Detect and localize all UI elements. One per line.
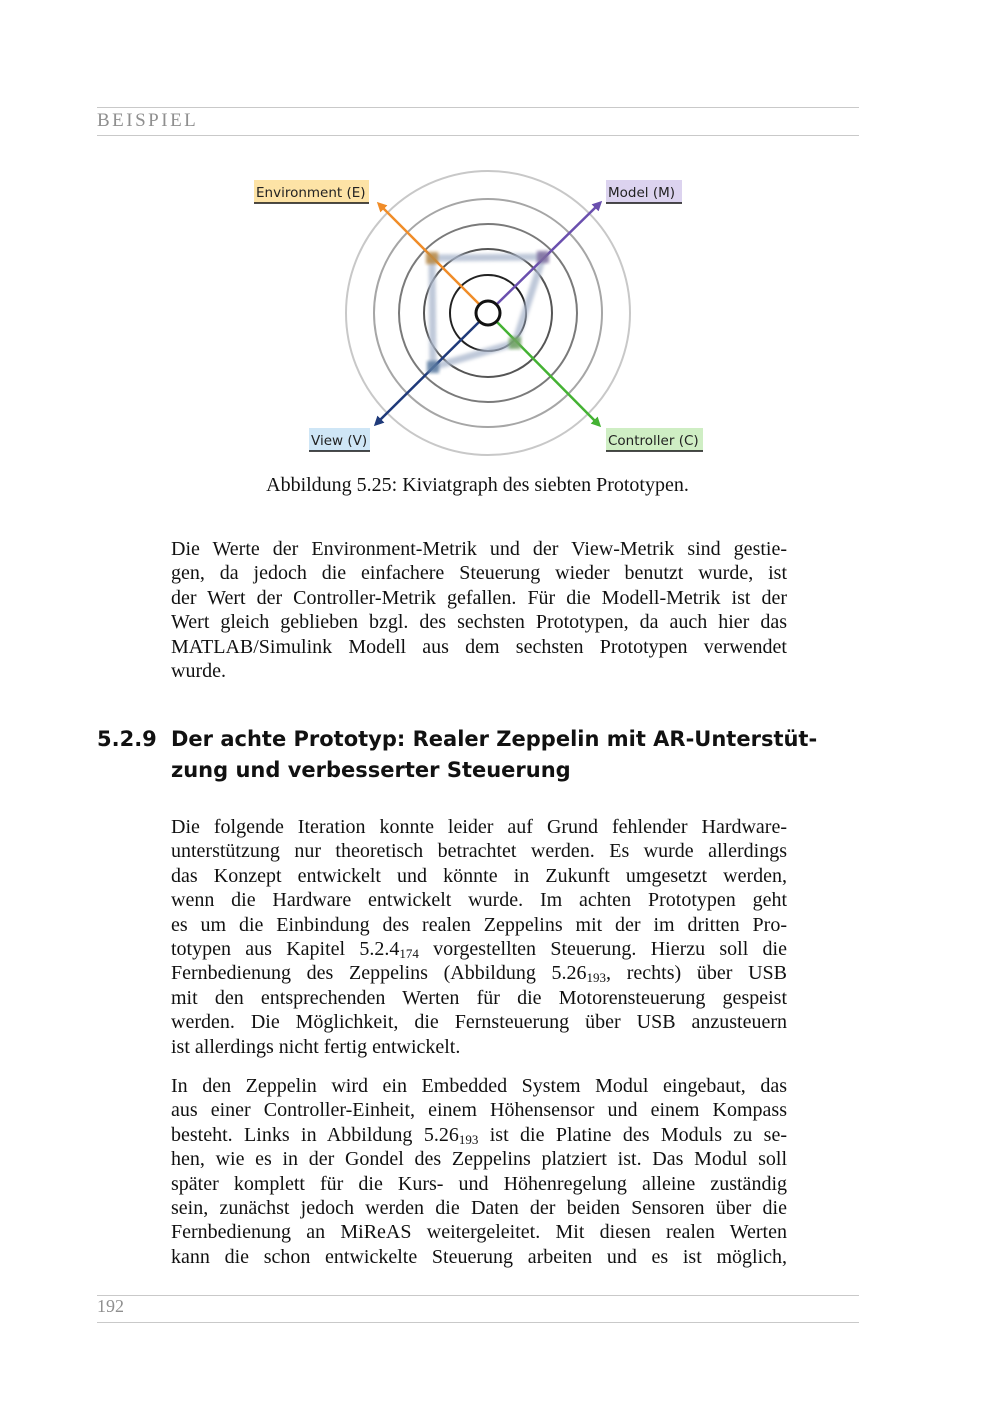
header-bottom-rule [97, 135, 859, 136]
kiviat-graph [0, 160, 1000, 460]
paragraph-iteration [171, 815, 787, 1059]
text-line: aus einer Controller-Einheit, einem Höhensensor und einem Kompass [171, 1099, 787, 1122]
text-run: totypen aus Kapitel 5.2.4 [171, 938, 400, 961]
text-line: Die Werte der Environment-Metrik und der View-Metrik sind gestie- [171, 538, 787, 560]
text-line: ist allerdings nicht fertig entwickelt. [171, 1035, 461, 1058]
section-title-line: zung und verbesserter Steuerung [171, 758, 571, 782]
view-value-marker [427, 361, 439, 373]
environment-label: Environment (E) [256, 185, 366, 201]
text-line: Fernbedienung an MiReAS weitergeleitet. Mit diesen realen Werten [171, 1221, 787, 1244]
text-line: Wert gleich geblieben bzgl. des sechsten Prototypen, da auch hier das [171, 611, 787, 634]
controller-value-marker [509, 337, 521, 349]
kiviat-figure [0, 160, 1000, 460]
text-line: sein, zunächst jedoch werden die Daten der beiden Sensoren über die [171, 1197, 787, 1220]
text-line: In den Zeppelin wird ein Embedded System Modul eingebaut, das [171, 1075, 787, 1097]
header-top-rule [97, 107, 859, 108]
text-line: werden. Die Möglichkeit, die Fernsteuerung über USB anzusteuern [171, 1011, 787, 1034]
environment-value-marker [426, 252, 438, 264]
text-run: besteht. Links in Abbildung 5.26 [171, 1123, 459, 1146]
paragraph-metrics [171, 537, 787, 683]
page-reference: 193 [458, 1131, 479, 1147]
footer-top-rule [97, 1295, 859, 1296]
text-line: mit den entsprechenden Werten für die Motorensteuerung gespeist [171, 986, 787, 1009]
footer-bottom-rule [97, 1322, 859, 1323]
text-line [171, 937, 787, 961]
text-line: das Konzept entwickelt und könnte in Zukunft umgesetzt werden, [171, 864, 787, 887]
paragraph-embedded-module [171, 1074, 787, 1269]
view-label: View (V) [311, 433, 368, 449]
model-label: Model (M) [608, 185, 676, 201]
text-line: der Wert der Controller-Metrik gefallen. Für die Modell-Metrik ist der [171, 586, 787, 609]
text-run: , rechts) über USB [606, 962, 787, 985]
text-line: hen, wie es in der Gondel des Zeppelins platziert ist. Das Modul soll [171, 1148, 787, 1171]
model-value-marker [537, 251, 549, 263]
figure-caption: Abbildung 5.25: Kiviatgraph des siebten Prototypen. [266, 474, 689, 496]
section-title [171, 724, 818, 786]
text-line: es um die Einbindung des realen Zeppelins mit der im dritten Pro- [171, 913, 787, 936]
text-line: kann die schon entwickelte Steuerung arbeiten und es ist möglich, [171, 1245, 787, 1268]
text-line: später komplett für die Kurs- und Höhenregelung alleine zuständig [171, 1172, 787, 1195]
section-number: 5.2.9 [97, 727, 157, 751]
text-line: gen, da jedoch die einfachere Steuerung wieder benutzt wurde, ist [171, 562, 787, 585]
text-line: wenn die Hardware entwickelt wurde. Im achten Prototypen geht [171, 889, 787, 912]
text-line: MATLAB/Simulink Modell aus dem sechsten Prototypen verwendet [171, 635, 787, 658]
page-number: 192 [97, 1296, 124, 1316]
running-header: BEISPIEL [97, 110, 199, 131]
text-line: Die folgende Iteration konnte leider auf Grund fehlender Hardware- [171, 816, 787, 838]
text-run: vorgestellten Steuerung. Hierzu soll die [418, 938, 787, 961]
text-line [171, 961, 787, 985]
text-run: Fernbedienung des Zeppelins (Abbildung 5.26 [171, 962, 587, 985]
text-line: unterstützung nur theoretisch betrachtet werden. Es wurde allerdings [171, 840, 787, 863]
center-hub [476, 301, 500, 325]
controller-label: Controller (C) [608, 433, 699, 449]
text-line: wurde. [171, 660, 226, 683]
section-title-line: Der achte Prototyp: Realer Zeppelin mit AR-Unterstüt- [171, 727, 818, 751]
text-run: ist die Platine des Moduls zu se- [478, 1123, 787, 1146]
page-reference: 174 [399, 946, 419, 962]
page-reference: 193 [586, 970, 607, 986]
text-line [171, 1123, 787, 1147]
